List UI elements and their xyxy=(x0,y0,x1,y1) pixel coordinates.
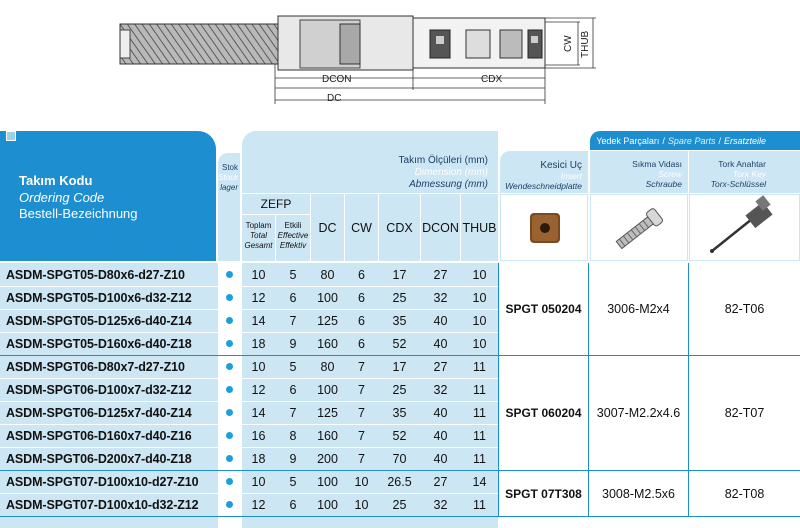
cell-total: 18 xyxy=(251,336,266,351)
screw-label-en: Screw xyxy=(658,169,682,179)
cell-dcon: 40 xyxy=(433,428,448,443)
insert-image-cell xyxy=(500,194,588,261)
stock-dot-icon xyxy=(226,501,233,508)
group-2-insert: SPGT 060204 xyxy=(505,406,582,420)
dimension-label-de: Abmessung (mm) xyxy=(409,179,488,190)
zefp-eff-de: Effektiv xyxy=(279,241,307,250)
cell-cw: 7 xyxy=(358,359,365,374)
group-2-screw: 3007-M2.2x4.6 xyxy=(596,406,681,420)
cell-cw: 10 xyxy=(354,497,369,512)
cell-cdx: 17 xyxy=(392,359,407,374)
key-label-en: Torx Key xyxy=(732,169,766,179)
cell-total: 14 xyxy=(251,313,266,328)
zefp-total-tr: Toplam xyxy=(245,221,272,230)
cell-dc: 80 xyxy=(320,267,335,282)
cell-cw: 7 xyxy=(358,428,365,443)
group-1-screw: 3006-M2x4 xyxy=(607,302,670,316)
cell-eff: 5 xyxy=(289,359,297,374)
col-cw-header: CW xyxy=(345,194,378,261)
cell-cdx: 25 xyxy=(392,382,407,397)
row-ordering-code: ASDM-SPGT07-D100x10-d32-Z12 xyxy=(6,497,199,512)
key-label-tr: Tork Anahtar xyxy=(718,159,766,169)
stock-label-en: Stock xyxy=(217,173,238,182)
screw-header xyxy=(590,151,688,193)
cell-cdx: 70 xyxy=(392,451,407,466)
cell-eff: 5 xyxy=(289,267,297,282)
cell-dc: 100 xyxy=(317,290,338,305)
cell-dcon: 27 xyxy=(433,474,448,489)
tool-drawing xyxy=(0,0,800,110)
spare-label-en: Spare Parts xyxy=(667,135,716,146)
stock-dot-icon xyxy=(226,271,233,278)
cell-dc: 125 xyxy=(317,313,338,328)
screw-icon xyxy=(591,195,689,262)
cell-cw: 6 xyxy=(358,267,365,282)
cell-dc: 100 xyxy=(317,382,338,397)
cell-cw: 6 xyxy=(358,336,365,351)
cell-eff: 7 xyxy=(289,405,297,420)
stock-dot-icon xyxy=(226,340,233,347)
group-3-screw: 3008-M2.5x6 xyxy=(602,486,675,501)
ordering-code-header xyxy=(0,131,216,261)
row-ordering-code: ASDM-SPGT06-D160x7-d40-Z16 xyxy=(6,428,192,443)
cell-dcon: 32 xyxy=(433,497,448,512)
cell-cw: 7 xyxy=(358,405,365,420)
cell-total: 10 xyxy=(251,359,266,374)
dim-cw-label: CW xyxy=(563,35,574,52)
cell-dc: 125 xyxy=(317,405,338,420)
cell-thub: 11 xyxy=(473,359,486,374)
cell-cdx: 25 xyxy=(392,497,407,512)
zefp-total-header xyxy=(242,215,275,261)
cell-cw: 7 xyxy=(358,451,365,466)
cell-cdx: 35 xyxy=(392,405,407,420)
dimension-header xyxy=(242,131,498,193)
cell-dc: 80 xyxy=(320,359,335,374)
cell-thub: 14 xyxy=(472,474,487,489)
col-dcon-header: DCON xyxy=(421,194,460,261)
insert-header xyxy=(500,151,588,193)
stock-label-de: lager xyxy=(220,183,238,192)
row-ordering-code: ASDM-SPGT05-D160x6-d40-Z18 xyxy=(6,336,192,351)
key-label-de: Torx-Schlüssel xyxy=(710,179,766,189)
cell-thub: 11 xyxy=(473,382,486,397)
col-thub-header: THUB xyxy=(461,194,498,261)
zefp-total-de: Gesamt xyxy=(244,241,273,250)
cell-dc: 160 xyxy=(317,336,338,351)
cell-thub: 11 xyxy=(473,451,486,466)
cell-dc: 160 xyxy=(317,428,338,443)
zefp-effective-header xyxy=(276,215,310,261)
cell-eff: 9 xyxy=(289,336,297,351)
cell-total: 12 xyxy=(251,382,266,397)
cell-eff: 6 xyxy=(289,290,297,305)
cell-cdx: 35 xyxy=(392,313,407,328)
cell-cdx: 25 xyxy=(392,290,407,305)
cell-cw: 10 xyxy=(354,474,369,489)
cell-dcon: 40 xyxy=(433,405,448,420)
ordering-code-title-tr: Takım Kodu xyxy=(19,173,93,188)
row-ordering-code: ASDM-SPGT06-D200x7-d40-Z18 xyxy=(6,451,192,466)
insert-label-en: Insert xyxy=(560,171,582,181)
col-cdx-header: CDX xyxy=(379,194,420,261)
zefp-eff-en: Effective xyxy=(277,231,309,240)
ordering-code-title-en: Ordering Code xyxy=(19,190,105,205)
cell-cdx: 52 xyxy=(392,336,407,351)
row-ordering-code: ASDM-SPGT05-D125x6-d40-Z14 xyxy=(6,313,192,328)
insert-icon xyxy=(501,195,589,262)
cell-dc: 200 xyxy=(317,451,338,466)
key-image-cell xyxy=(689,194,800,261)
table-body xyxy=(0,263,800,528)
cell-eff: 6 xyxy=(289,497,297,512)
cell-cw: 6 xyxy=(358,290,365,305)
row-ordering-code: ASDM-SPGT06-D125x7-d40-Z14 xyxy=(6,405,192,420)
cell-total: 12 xyxy=(251,497,266,512)
stock-dot-icon xyxy=(226,432,233,439)
spare-parts-header: Yedek Parçaları / Spare Parts / Ersatzteile xyxy=(590,131,800,150)
spare-label-de: Ersatzteile xyxy=(723,135,766,146)
stock-dot-icon xyxy=(226,409,233,416)
cell-thub: 10 xyxy=(472,313,487,328)
cell-thub: 11 xyxy=(473,497,486,512)
cell-thub: 10 xyxy=(472,267,487,282)
stock-label-tr: Stok xyxy=(221,163,238,172)
col-dc-header: DC xyxy=(311,194,344,261)
screw-label-de: Schraube xyxy=(645,179,682,189)
stock-dot-icon xyxy=(226,478,233,485)
cell-dcon: 32 xyxy=(433,382,448,397)
group-3-insert: SPGT 07T308 xyxy=(505,486,582,501)
cell-dcon: 40 xyxy=(433,336,448,351)
table-header xyxy=(0,131,800,263)
cell-total: 18 xyxy=(251,451,266,466)
dim-dc-label: DC xyxy=(327,93,342,104)
cell-thub: 11 xyxy=(473,428,486,443)
group-3-key: 82-T08 xyxy=(724,486,765,501)
cell-dcon: 40 xyxy=(433,313,448,328)
group-1-insert: SPGT 050204 xyxy=(505,302,582,316)
row-ordering-code: ASDM-SPGT05-D80x6-d27-Z10 xyxy=(6,267,185,282)
stock-dot-icon xyxy=(226,294,233,301)
cell-dc: 100 xyxy=(317,497,338,512)
cell-cw: 6 xyxy=(358,313,365,328)
dim-dcon-label: DCON xyxy=(322,74,352,85)
cell-eff: 8 xyxy=(289,428,297,443)
cell-total: 12 xyxy=(251,290,266,305)
dimension-label-en: Dimension (mm) xyxy=(414,167,488,178)
cell-eff: 5 xyxy=(289,474,297,489)
cell-dcon: 40 xyxy=(433,451,448,466)
row-ordering-code: ASDM-SPGT07-D100x10-d27-Z10 xyxy=(6,474,199,489)
cell-dc: 100 xyxy=(317,474,338,489)
cell-total: 14 xyxy=(251,405,266,420)
dimension-label-tr: Takım Ölçüleri (mm) xyxy=(398,155,488,166)
tool-drawing-svg xyxy=(0,0,800,110)
torx-key-header xyxy=(689,151,800,193)
cell-dcon: 27 xyxy=(433,267,448,282)
cell-total: 10 xyxy=(251,474,266,489)
group-2-key: 82-T07 xyxy=(724,406,765,420)
row-ordering-code: ASDM-SPGT06-D100x7-d32-Z12 xyxy=(6,382,192,397)
stock-dot-icon xyxy=(226,317,233,324)
screw-image-cell xyxy=(590,194,688,261)
zefp-header: ZEFP xyxy=(242,194,310,214)
zefp-total-en: Total xyxy=(249,231,268,240)
cell-cdx: 52 xyxy=(392,428,407,443)
cell-thub: 10 xyxy=(472,336,487,351)
cell-thub: 10 xyxy=(472,290,487,305)
cell-cdx: 17 xyxy=(392,267,407,282)
cell-eff: 9 xyxy=(289,451,297,466)
cell-eff: 6 xyxy=(289,382,297,397)
screw-label-tr: Sıkma Vidası xyxy=(632,159,682,169)
spare-label-tr: Yedek Parçaları xyxy=(596,135,660,146)
stock-dot-icon xyxy=(226,386,233,393)
dim-thub-label: THUB xyxy=(580,30,591,58)
cell-total: 10 xyxy=(251,267,266,282)
cell-dcon: 32 xyxy=(433,290,448,305)
stock-header xyxy=(218,153,240,261)
stock-dot-icon xyxy=(226,455,233,462)
insert-label-tr: Kesici Uç xyxy=(540,160,582,171)
dim-cdx-label: CDX xyxy=(481,74,503,85)
zefp-eff-tr: Etkili xyxy=(284,221,302,230)
cell-dcon: 27 xyxy=(433,359,448,374)
group-1-key: 82-T06 xyxy=(724,302,765,316)
cell-eff: 7 xyxy=(289,313,297,328)
cell-cdx: 26.5 xyxy=(387,474,412,489)
cell-cw: 7 xyxy=(358,382,365,397)
insert-label-de: Wendeschneidplatte xyxy=(505,181,582,191)
ordering-code-title-de: Bestell-Bezeichnung xyxy=(19,206,138,221)
torx-key-icon xyxy=(690,195,800,262)
row-ordering-code: ASDM-SPGT06-D80x7-d27-Z10 xyxy=(6,359,185,374)
cell-total: 16 xyxy=(251,428,266,443)
stock-dot-icon xyxy=(226,363,233,370)
cell-thub: 11 xyxy=(473,405,486,420)
row-ordering-code: ASDM-SPGT05-D100x6-d32-Z12 xyxy=(6,290,192,305)
